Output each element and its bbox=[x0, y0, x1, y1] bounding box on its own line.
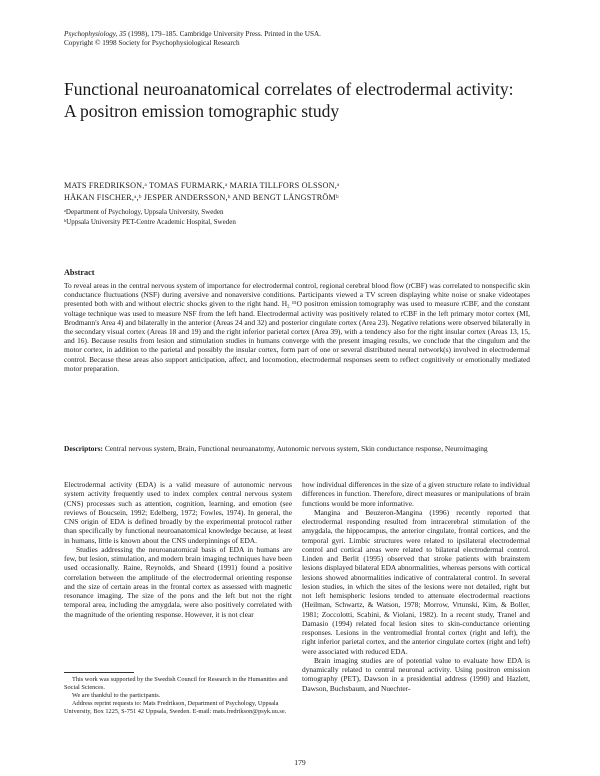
body-paragraph: Electrodermal activity (EDA) is a valid measure of autonomic nervous system activity frequently used to index complex central nervous system (CNS) processes such as attention, cognition, learning, and emotion (see reviews of Boucsein, 1992; Edelberg, 1972; Fowles, 1974). In general, the CNS origin of EDA is defined broadly by the experimental protocol rather than specifically by functional neuroanatomical knowledge because, at least in humans, little is known about the CNS underpinnings of EDA. bbox=[64, 480, 292, 545]
author-line: HÅKAN FISCHER,ᵃ,ᵇ JESPER ANDERSSON,ᵇ AND BENGT LÅNGSTRÖMᵇ bbox=[64, 193, 339, 202]
author-line: MATS FREDRIKSON,ᵃ TOMAS FURMARK,ᵃ MARIA TILLFORS OLSSON,ᵃ bbox=[64, 181, 340, 190]
footnote: This work was supported by the Swedish Council for Research in the Humanities and Social Sciences. bbox=[64, 676, 288, 691]
journal-name: Psychophysiology, 35 bbox=[64, 30, 127, 38]
affiliations bbox=[64, 208, 524, 227]
citation-details: (1998), 179–185. Cambridge University Press. Printed in the USA. bbox=[126, 30, 321, 38]
article-title: Functional neuroanatomical correlates of electrodermal activity: A positron emission tomographic study bbox=[64, 79, 514, 121]
descriptors-text: Central nervous system, Brain, Functional neuroanatomy, Autonomic nervous system, Skin conductance response, Neuroimaging bbox=[103, 444, 488, 453]
affiliation: ᵇUppsala University PET-Centre Academic Hospital, Sweden bbox=[64, 217, 236, 226]
footnotes bbox=[64, 676, 292, 716]
body-paragraph: how individual differences in the size of a given structure relate to individual differences in function. Therefore, direct measures or manipulations of brain functions would be more informative. bbox=[302, 480, 530, 508]
author-list bbox=[64, 180, 524, 204]
footnote: Address reprint requests to: Mats Fredrikson, Department of Psychology, Uppsala University, Box 1225, S-751 42 Uppsala, Sweden. E-mail: mats.fredrikson@psyk.uu.se. bbox=[64, 700, 287, 715]
body-paragraph: Brain imaging studies are of potential value to evaluate how EDA is dynamically related to central neuronal activity. Using positron emission tomography (PET), Dawson in a presidential address (1990) and Hazlett, Dawson, Buchsbaum, and Nuechter- bbox=[302, 655, 530, 693]
citation-line bbox=[64, 30, 534, 39]
page-number: 179 bbox=[294, 758, 306, 767]
footnote: We are thankful to the participants. bbox=[72, 692, 161, 699]
abstract-heading: Abstract bbox=[64, 268, 95, 277]
abstract-text: To reveal areas in the central nervous system of importance for electrodermal control, regional cerebral blood flow (rCBF) was correlated to nonspecific skin conductance fluctuations (NSF) during aversive and nonaversive conditions. Participants viewed a TV screen displaying white noise or snake videotapes presented both with and without electric shocks given to the right hand. H₂ ¹⁵O positron emission tomography was used to measure rCBF, and the constant voltage technique was used to measure NSF from the left hand. Electrodermal activity was positively related to rCBF in the left primary motor cortex (MI, Brodmann's Area 4) and bilaterally in the anterior (Areas 24 and 32) and posterior cingulate cortex (Area 23). Negative relations were observed bilaterally in the secondary visual cortex (Areas 18 and 19) and the right inferior parietal cortex (Area 39), with a tendency also for the right insular cortex (Areas 13, 15, and 16). Because results from lesion and stimulation studies in humans converge with the present imaging results, we conclude that the cingulum and the motor cortex, in addition to the parietal and possibly the insular cortex, form part of one or several distributed neural network(s) involved in electrodermal control. Because these areas also support anticipation, affect, and locomotion, electrodermal responses seem to reflect cognitively or emotionally mediated motor preparation. bbox=[64, 281, 530, 373]
footnote-divider bbox=[64, 672, 134, 673]
descriptors-label: Descriptors: bbox=[64, 444, 103, 453]
journal-header bbox=[64, 30, 534, 48]
body-column-right bbox=[302, 480, 530, 693]
affiliation: ᵃDepartment of Psychology, Uppsala University, Sweden bbox=[64, 208, 224, 216]
body-paragraph: Studies addressing the neuroanatomical basis of EDA in humans are few, but lesion, stimulation, and modern brain imaging techniques have been used occasionally. Raine, Reynolds, and Sheard (1991) found a positive correlation between the amplitude of the electrodermal orienting response and the size of certain areas in the frontal cortex as assessed with magnetic resonance imaging. The size of the pons and the left but not the right temporal area, including the amygdala, were also positively correlated with the magnitude of the orienting response. However, it is not clear bbox=[64, 544, 292, 619]
body-column-left bbox=[64, 480, 292, 619]
body-paragraph: Mangina and Beuzeron-Mangina (1996) recently reported that electrodermal responding resulted from intracerebral stimulation of the amygdala, the hippocampus, the anterior cingulate, frontal cortices, and the temporal gyri. Limbic structures were related to ipsilateral electrodermal control and cortical areas were related to bilateral electrodermal control. Linden and Berlit (1995) observed that stroke patients with brainstem lesions displayed bilateral EDA abnormalities, whereas persons with cortical lesions showed abnormalities indicative of contralateral control. In several lesion studies, in which the sites of the lesions were not detailed, right but not left hemispheric lesions tended to attenuate electrodermal reactions (Heilman, Schwartz, & Watson, 1978; Morrow, Vrtunski, Kim, & Boller, 1981; Zoccolotti, Scabini, & Violani, 1982). In a recent study, Tranel and Damasio (1994) related focal lesion sites to skin-conductance orienting responses. Lesions in the ventromedial frontal cortex (right and left), the right inferior parietal cortex, and the anterior cingulate cortex (right and left) were associated with reduced EDA. bbox=[302, 507, 530, 656]
copyright-line: Copyright © 1998 Society for Psychophysiological Research bbox=[64, 39, 240, 47]
descriptors bbox=[64, 444, 530, 453]
